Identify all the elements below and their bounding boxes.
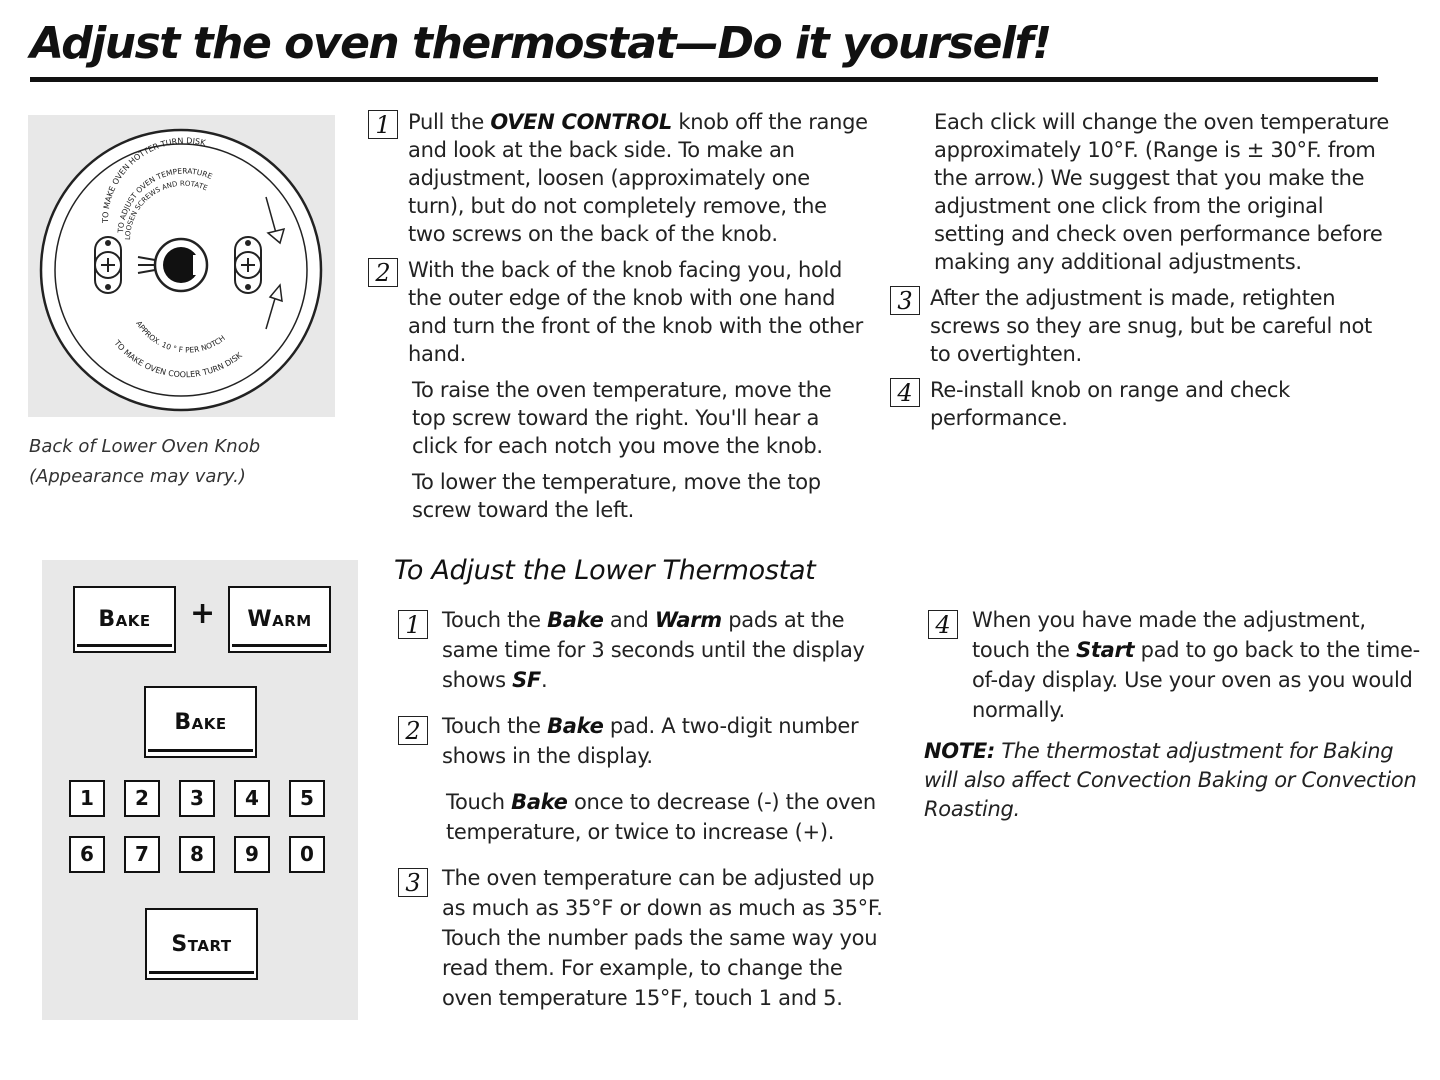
- lower-step-4-text: When you have made the adjustment, touch the Start pad to go back to the time-of-day display. Use your oven as you would normally.: [972, 608, 1420, 722]
- upper-step-3-text: After the adjustment is made, retighten screws so they are snug, but be careful not to overtighten.: [930, 286, 1372, 366]
- thermostat-note: NOTE: The thermostat adjustment for Baking will also affect Convection Baking or Convection Roasting.: [924, 739, 1417, 821]
- plus-sign: +: [190, 596, 216, 631]
- digit-pad-4: 4: [234, 780, 270, 817]
- digit-pad-8: 8: [179, 836, 215, 873]
- disk-inner-label-2: LOOSEN SCREWS AND ROTATE: [123, 179, 209, 241]
- lower-step-2: [398, 711, 898, 771]
- disk-bottom-label: TO MAKE OVEN COOLER TURN DISK: [112, 338, 244, 380]
- lower-step-4: [928, 605, 1428, 725]
- disk-notch-label: APPROX. 10 ° F PER NOTCH: [134, 319, 227, 355]
- digit-pad-6: 6: [69, 836, 105, 873]
- knob-back-diagram: [28, 115, 335, 417]
- bake-pad-2: Bake: [144, 686, 257, 758]
- lower-step-1: [398, 605, 898, 695]
- upper-instructions-col1: [368, 108, 868, 524]
- oven-control-label: OVEN CONTROL: [490, 110, 672, 134]
- knob-caption-line-2: (Appearance may vary.): [29, 466, 246, 487]
- step-number-box: 4: [928, 610, 958, 639]
- knob-caption: [29, 432, 260, 492]
- right-screw-icon: [235, 237, 261, 293]
- click-change-paragraph: Each click will change the oven temperature approximately 10°F. (Range is ± 30°F. from the arrow.) We suggest that you make the adjustment one click from the original setting and check oven performance before making any additional adjustments.: [934, 110, 1389, 274]
- title-underline: [30, 77, 1378, 82]
- upper-step-4: [890, 376, 1390, 432]
- upper-step-4-text: Re-install knob on range and check performance.: [930, 378, 1291, 430]
- digit-pad-2: 2: [124, 780, 160, 817]
- disk-inner-label-1: TO ADJUST OVEN TEMPERATURE: [115, 166, 214, 234]
- note-label: NOTE:: [924, 739, 995, 763]
- lower-instructions-col1: [398, 605, 898, 1013]
- bake-pad: Bake: [73, 586, 176, 653]
- digit-pad-9: 9: [234, 836, 270, 873]
- keypad-illustration-panel: [42, 560, 358, 1020]
- lower-thermostat-heading: To Adjust the Lower Thermostat: [394, 555, 816, 586]
- upper-instructions-col2: [890, 108, 1390, 432]
- lower-step-2-text: Touch the Bake pad. A two-digit number shows in the display.: [442, 714, 859, 768]
- touch-bake-paragraph: Touch Bake once to decrease (-) the oven temperature, or twice to increase (+).: [446, 790, 876, 844]
- lower-step-3: [398, 863, 898, 1013]
- step-number-box: 3: [398, 868, 428, 897]
- digit-pad-3: 3: [179, 780, 215, 817]
- knob-illustration-panel: [28, 115, 335, 417]
- step-number-box: 3: [890, 286, 920, 315]
- upper-step-1-text: Pull the OVEN CONTROL knob off the range and look at the back side. To make an adjustment, loosen (approximately one turn), but do not completely remove, the two screws on the back of the knob.: [408, 110, 868, 246]
- upper-step-2: [368, 256, 868, 368]
- disk-top-label: TO MAKE OVEN HOTTER TURN DISK: [100, 136, 207, 224]
- step-number-box: 1: [368, 110, 398, 139]
- knob-caption-line-1: Back of Lower Oven Knob: [29, 436, 261, 457]
- digit-pad-5: 5: [289, 780, 325, 817]
- upper-step-3: [890, 284, 1390, 368]
- start-pad: Start: [145, 908, 258, 980]
- lower-step-3-text: The oven temperature can be adjusted up as much as 35°F or down as much as 35°F. Touch the number pads the same way you read them. For example, to change the oven temperature 15°F, touch 1 and 5.: [442, 866, 883, 1010]
- page-title: Adjust the oven thermostat—Do it yourself!: [30, 18, 1051, 69]
- warm-pad: Warm: [228, 586, 331, 653]
- left-screw-icon: [95, 237, 121, 293]
- digit-pad-1: 1: [69, 780, 105, 817]
- digit-pad-0: 0: [289, 836, 325, 873]
- digit-pad-7: 7: [124, 836, 160, 873]
- upper-step-2-text: With the back of the knob facing you, hold the outer edge of the knob with one hand and turn the front of the knob with the other hand.: [408, 258, 863, 366]
- step-number-box: 4: [890, 378, 920, 407]
- step-number-box: 1: [398, 610, 428, 639]
- lower-instructions-col2: [924, 605, 1428, 824]
- step-number-box: 2: [398, 716, 428, 745]
- raise-temperature-paragraph: To raise the oven temperature, move the top screw toward the right. You'll hear a click for each notch you move the knob.: [412, 378, 832, 458]
- upper-step-1: [368, 108, 868, 248]
- step-number-box: 2: [368, 258, 398, 287]
- lower-temperature-paragraph: To lower the temperature, move the top screw toward the left.: [412, 470, 821, 522]
- lower-step-1-text: Touch the Bake and Warm pads at the same time for 3 seconds until the display shows SF.: [442, 608, 865, 692]
- knob-shaft-flat: [193, 255, 203, 275]
